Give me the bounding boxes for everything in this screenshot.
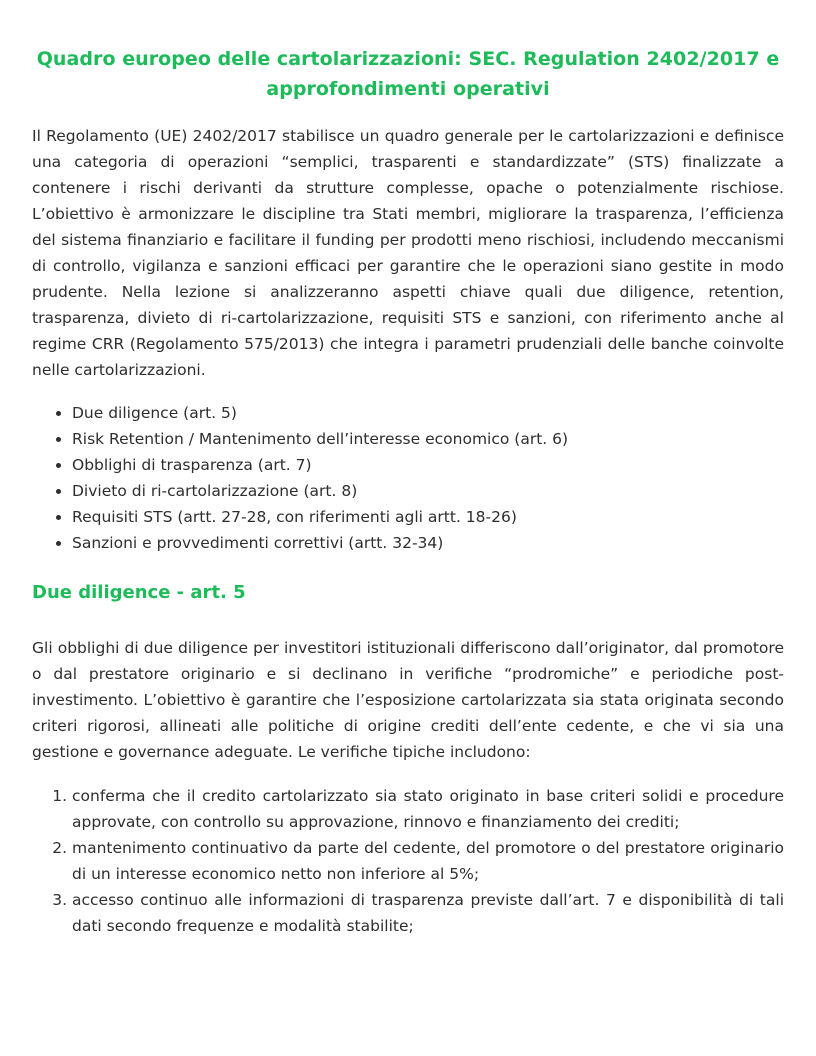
document-title: Quadro europeo delle cartolarizzazioni: SEC. Regulation 2402/2017 e approfondimenti operativi [36,48,780,100]
list-item: 2. mantenimento continuativo da parte del cedente, del promotore o del prestatore originario di un interesse economico netto non inferiore al 5%; [72,835,784,887]
topics-list [32,400,784,556]
checks-list [32,783,784,939]
list-item: • Risk Retention / Mantenimento dell’interesse economico (art. 6) [72,426,784,452]
list-item: • Due diligence (art. 5) [72,400,784,426]
list-item: 3. accesso continuo alle informazioni di trasparenza previste dall’art. 7 e disponibilità di tali dati secondo frequenze e modalità stabilite; [72,887,784,939]
list-item: • Sanzioni e provvedimenti correttivi (artt. 32-34) [72,530,784,556]
section-paragraph: Gli obblighi di due diligence per investitori istituzionali differiscono dall’originator, dal promotore o dal prestatore originario e si declinano in verifiche “prodromiche” e periodiche post-investimento. L’obiettivo è garantire che l’esposizione cartolarizzata sia stata originata secondo criteri rigorosi, allineati alle politiche di origine crediti dell’ente cedente, e che vi sia una gestione e governance adeguate. Le verifiche tipiche includono: [32,639,784,761]
list-item: • Divieto di ri-cartolarizzazione (art. 8) [72,478,784,504]
intro-paragraph: Il Regolamento (UE) 2402/2017 stabilisce un quadro generale per le cartolarizzazioni e definisce una categoria di operazioni “semplici, trasparenti e standardizzate” (STS) finalizzate a contenere i rischi derivanti da strutture complesse, opache o potenzialmente rischiose. L’obiettivo è armonizzare le discipline tra Stati membri, migliorare la trasparenza, l’efficienza del sistema finanziario e facilitare il funding per prodotti meno rischiosi, includendo meccanismi di controllo, vigilanza e sanzioni efficaci per garantire che le operazioni siano gestite in modo prudente. Nella lezione si analizzeranno aspetti chiave quali due diligence, retention, trasparenza, divieto di ri-cartolarizzazione, requisiti STS e sanzioni, con riferimento anche al regime CRR (Regolamento 575/2013) che integra i parametri prudenziali delle banche coinvolte nelle cartolarizzazioni. [32,127,784,379]
section-heading: Due diligence - art. 5 [32,582,246,603]
list-item: 1. conferma che il credito cartolarizzato sia stato originato in base criteri solidi e procedure approvate, con controllo su approvazione, rinnovo e finanziamento dei crediti; [72,783,784,835]
list-item: • Obblighi di trasparenza (art. 7) [72,452,784,478]
list-item: • Requisiti STS (artt. 27-28, con riferimenti agli artt. 18-26) [72,504,784,530]
